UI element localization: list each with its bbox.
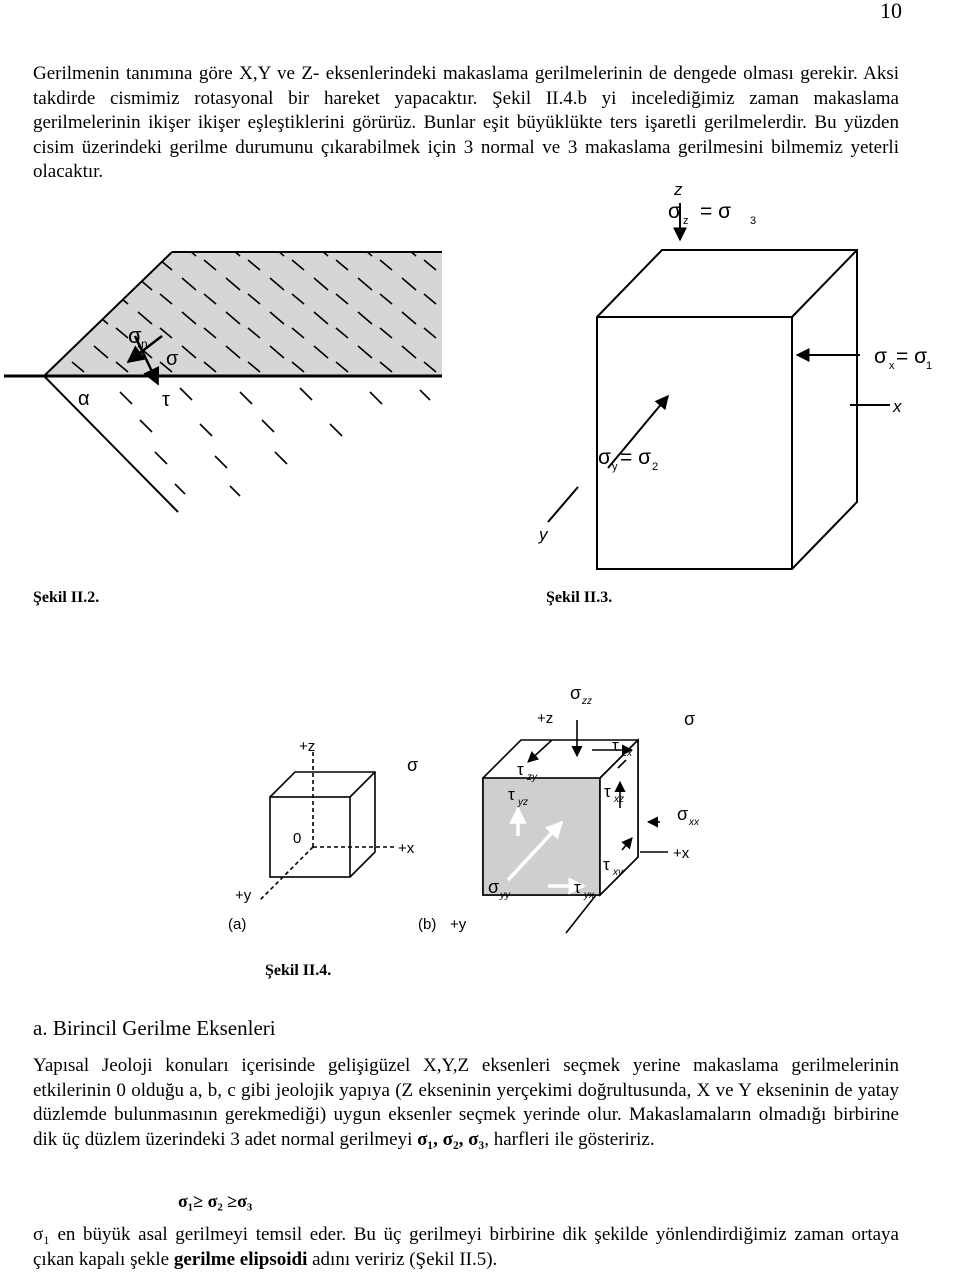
sigma-xx-symbol: σ	[677, 804, 689, 824]
figure-II-2	[4, 252, 442, 512]
y-axis-line	[548, 487, 578, 522]
plus-z-a: +z	[299, 738, 316, 755]
tau-zx-symbol: τ	[612, 736, 619, 755]
tau-yx-sub: yx	[584, 890, 594, 901]
sigma-2-sub: 2	[652, 461, 659, 473]
principal-axes-paragraph	[33, 1054, 899, 1152]
figure-II-3	[548, 203, 890, 569]
figure-II-4a	[260, 752, 395, 900]
sigma-z-symbol: σ	[668, 200, 681, 223]
sigma-list: σ₁, σ₂, σ₃	[417, 1128, 485, 1150]
principal-stress-inequality: σ₁≥ σ₂ ≥σ₃	[178, 1191, 253, 1211]
tau-label: τ	[162, 389, 170, 411]
tau-xz-symbol: τ	[604, 782, 611, 801]
page-number: 10	[880, 0, 902, 23]
tau-yz-sub: yz	[518, 797, 528, 808]
rock-block-hatch	[44, 252, 442, 376]
alpha-label: α	[78, 388, 90, 410]
sigma-a: σ	[407, 755, 419, 775]
ellipsoid-paragraph	[33, 1223, 899, 1272]
tau-xy-symbol: τ	[603, 855, 610, 874]
caption-II-2: Şekil II.2.	[33, 589, 100, 606]
plus-x-b: +x	[673, 845, 690, 862]
paragraph2-text-2: , harfleri ile gösteririz.	[484, 1128, 655, 1150]
stress-ellipsoid-term: gerilme elipsoidi	[173, 1248, 308, 1270]
sigma-z-equals: = σ	[700, 200, 732, 223]
tau-xz-sub: xz	[614, 794, 624, 805]
sigma-yy-symbol: σ	[488, 877, 500, 897]
sigma-1-sub: 1	[926, 360, 933, 372]
paragraph3-text-1: σ₁ en büyük asal gerilmeyi temsil eder. Bu üç gerilmeyi birbirine dik şekilde yönlendirdiğimiz zaman ortaya çıkan kapalı şekle	[33, 1224, 899, 1270]
tau-yx-symbol: τ	[574, 878, 581, 897]
origin-a: 0	[293, 830, 302, 847]
intro-paragraph: Gerilmenin tanımına göre X,Y ve Z- eksenlerindeki makaslama gerilmelerinin de dengede olması gerekir. Aksi takdirde cismimiz rotasyonal bir hareket yapacaktır. Şekil II.4.b yi incelediğimiz zaman makaslama gerilmelerinin ikişer ikişer eşleştiklerini görürüz. Bunlar eşit büyüklükte ters işaretli gerilmelerdir. Bu yüzden cisim üzerindeki gerilme durumunu çıkarabilmek için 3 normal ve 3 makaslama gerilmesini bilmemiz yeterli olacaktır.	[33, 63, 899, 182]
sigma-z-sub: z	[683, 215, 689, 227]
cube-a-edge	[350, 772, 375, 797]
caption-II-4: Şekil II.4.	[265, 962, 332, 979]
sigma-y-sub: y	[612, 461, 618, 473]
plus-y-a: +y	[235, 887, 252, 904]
sigma-zz-symbol: σ	[570, 683, 582, 703]
plus-z-b: +z	[537, 710, 554, 727]
cube-top-edge	[792, 250, 857, 317]
plus-y-b: +y	[450, 916, 467, 933]
cube-a-front	[270, 797, 350, 877]
y-axis-a	[260, 847, 313, 900]
label-b: (b)	[418, 916, 437, 933]
sigma-y-symbol: σ	[598, 446, 611, 469]
y-axis-label: y	[539, 525, 548, 544]
sigma-x-sub: x	[889, 360, 895, 372]
label-a: (a)	[228, 916, 247, 933]
cube-b-front-face	[483, 778, 600, 895]
x-axis-label: x	[893, 397, 902, 416]
cube-outline	[597, 250, 857, 569]
sigma-n-subscript: n	[141, 337, 148, 351]
sigma-b: σ	[684, 709, 696, 729]
sigma-y-equals: = σ	[620, 446, 652, 469]
tau-xy-sub: xy	[613, 867, 623, 878]
sigma-n-symbol: σ	[128, 323, 142, 348]
z-axis-label: z	[674, 180, 683, 199]
cube-front-edges	[597, 317, 792, 569]
tau-zx-sub: zx	[622, 748, 632, 759]
sigma-3-sub: 3	[750, 215, 757, 227]
tau-zy-sub: zy	[527, 772, 537, 783]
sigma-x-equals: = σ	[896, 345, 928, 368]
tau-zy-symbol: τ	[517, 760, 524, 779]
lower-slope	[44, 376, 178, 512]
plus-x-a: +x	[398, 840, 415, 857]
paragraph2-text-1: Yapısal Jeoloji konuları içerisinde gelişigüzel X,Y,Z eksenleri seçmek yerine makaslama gerilmelerinin etkilerinin 0 olduğu a, b, c gibi jeolojik yapıya (Z ekseninin yerçekimi doğrultusunda, X ve Y ekseninin de yatay düzlemde bulunmasının gerekmediği) uygun eksenler seçmek yerinde olur. Makaslamaların olmadığı birbirine dik üç düzlem üzerindeki 3 adet normal gerilmeyi	[33, 1055, 899, 1150]
section-heading: a. Birincil Gerilme Eksenleri	[33, 1016, 276, 1040]
sigma-xx-sub: xx	[689, 817, 699, 828]
figure-II-4a-labels	[228, 738, 418, 933]
paragraph3-text-2: adını veririz (Şekil II.5).	[307, 1248, 498, 1270]
sigma-x-symbol: σ	[874, 345, 887, 368]
figure-II-4b	[483, 720, 668, 933]
sigma-label: σ	[166, 348, 179, 370]
sigma-zz-sub: zz	[582, 696, 592, 707]
tau-yz-symbol: τ	[508, 785, 515, 804]
caption-II-3: Şekil II.3.	[546, 589, 613, 606]
sigma-yy-sub: yy	[500, 890, 510, 901]
